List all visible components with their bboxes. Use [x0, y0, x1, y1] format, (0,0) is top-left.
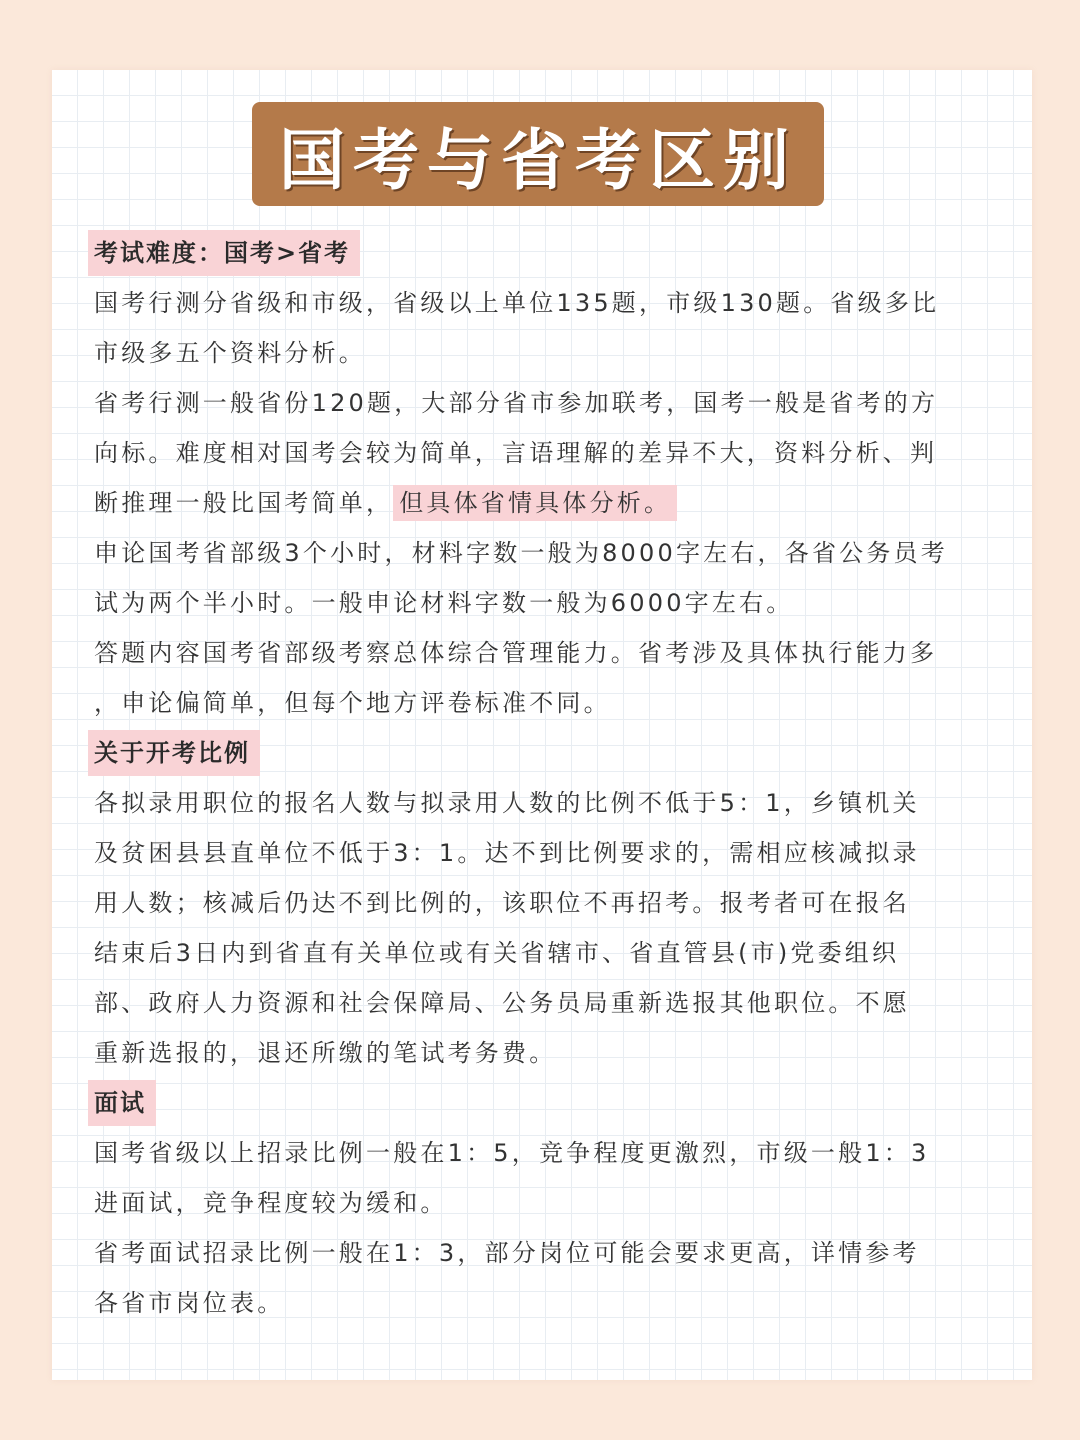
paragraph-line: 省考行测一般省份120题，大部分省市参加联考，国考一般是省考的方: [94, 389, 939, 417]
title-banner: [252, 102, 824, 206]
page-title: 国考与省考区别: [279, 121, 797, 199]
paragraph-line: 及贫困县县直单位不低于3：1。达不到比例要求的，需相应核减拟录: [94, 839, 920, 867]
paragraph-line: 试为两个半小时。一般申论材料字数一般为6000字左右。: [94, 589, 794, 617]
paragraph-line: 各拟录用职位的报名人数与拟录用人数的比例不低于5：1，乡镇机关: [94, 789, 920, 817]
paragraph-line: 部、政府人力资源和社会保障局、公务员局重新选报其他职位。不愿: [94, 989, 910, 1017]
paragraph-line: 省考面试招录比例一般在1：3，部分岗位可能会要求更高，详情参考: [94, 1239, 920, 1267]
paragraph-line: 各省市岗位表。: [94, 1289, 285, 1317]
paragraph-line: 国考行测分省级和市级，省级以上单位135题，市级130题。省级多比: [94, 289, 940, 317]
section-heading-interview: 面试: [88, 1080, 156, 1126]
paragraph-line: [94, 478, 994, 528]
paragraph-line: 答题内容国考省部级考察总体综合管理能力。省考涉及具体执行能力多: [94, 639, 938, 667]
article-body: [94, 228, 994, 1328]
paragraph-line: 重新选报的，退还所缴的笔试考务费。: [94, 1039, 557, 1067]
paragraph-line: ，申论偏简单，但每个地方评卷标准不同。: [94, 689, 611, 717]
highlighted-note: 但具体省情具体分析。: [393, 485, 677, 521]
section-heading-ratio: 关于开考比例: [88, 730, 260, 776]
paragraph-text: 断推理一般比国考简单，: [94, 489, 394, 517]
paragraph-line: 国考省级以上招录比例一般在1：5，竞争程度更激烈，市级一般1：3: [94, 1139, 930, 1167]
paragraph-line: 进面试，竞争程度较为缓和。: [94, 1189, 448, 1217]
paragraph-line: 市级多五个资料分析。: [94, 339, 366, 367]
paragraph-line: 用人数；核减后仍达不到比例的，该职位不再招考。报考者可在报名: [94, 889, 910, 917]
paragraph-line: 结束后3日内到省直有关单位或有关省辖市、省直管县(市)党委组织: [94, 939, 900, 967]
section-heading-difficulty: 考试难度：国考>省考: [88, 230, 360, 276]
paragraph-line: 申论国考省部级3个小时，材料字数一般为8000字左右，各省公务员考: [94, 539, 948, 567]
paragraph-line: 向标。难度相对国考会较为简单，言语理解的差异不大，资料分析、判: [94, 439, 938, 467]
